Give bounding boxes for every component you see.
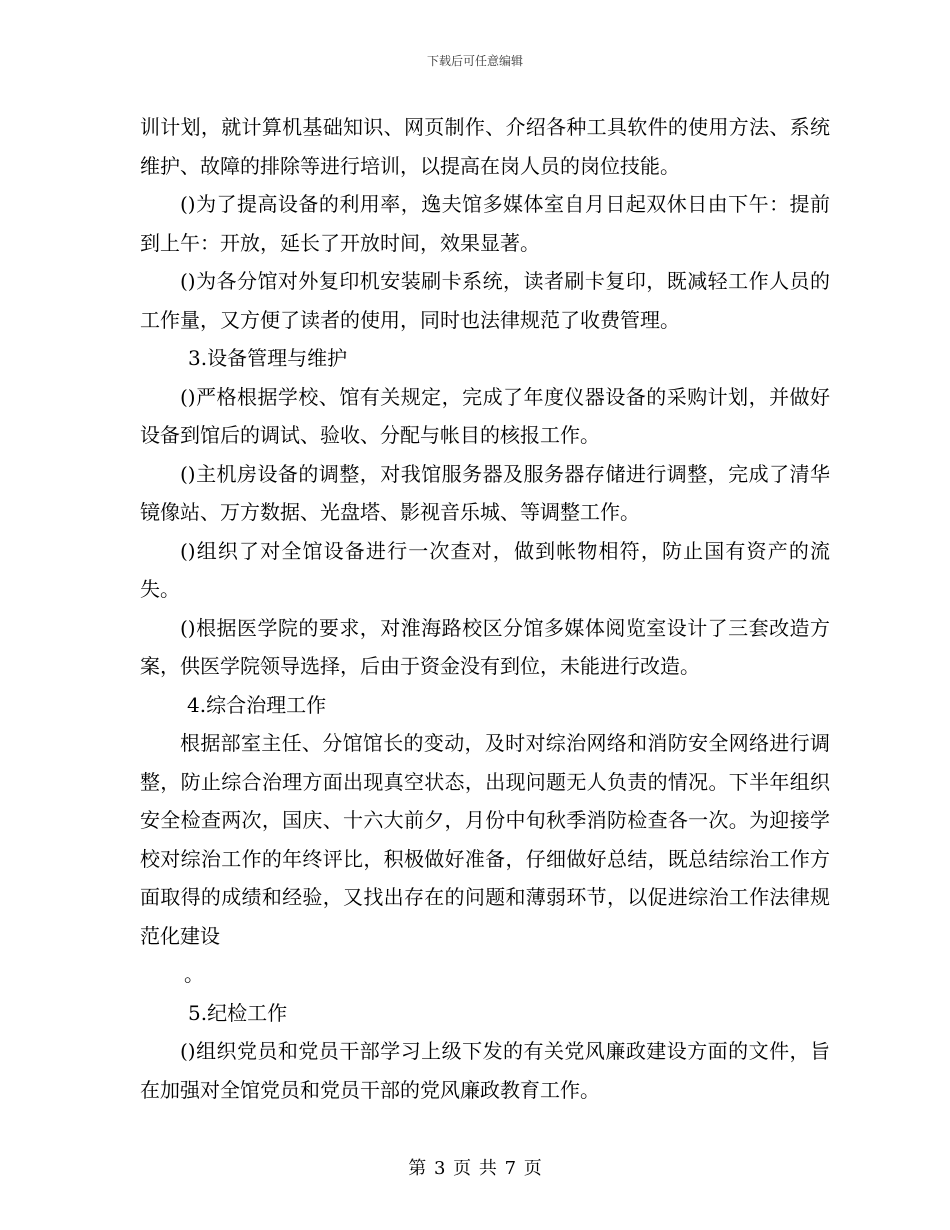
section-heading-governance: 4.综合治理工作	[187, 692, 327, 717]
paragraph-asset-check: ()组织了对全馆设备进行一次查对，做到帐物相符，防止国有资产的流失。	[140, 538, 830, 601]
paragraph-training-plan: 训计划，就计算机基础知识、网页制作、介绍各种工具软件的使用方法、系统维护、故障的排除等进行培训，以提高在岗人员的岗位技能。	[140, 115, 830, 178]
paragraph-renovation-plan: ()根据医学院的要求，对淮海路校区分馆多媒体阅览室设计了三套改造方案，供医学院领导选择，后由于资金没有到位，未能进行改造。	[140, 615, 830, 678]
paragraph-party-study: ()组织党员和党员干部学习上级下发的有关党风廉政建设方面的文件，旨在加强对全馆党员和党员干部的党风廉政教育工作。	[140, 1039, 830, 1102]
paragraph-card-copier: ()为各分馆对外复印机安装刷卡系统，读者刷卡复印，既减轻工作人员的工作量，又方便了读者的使用，同时也法律规范了收费管理。	[140, 269, 830, 332]
paragraph-safety: 根据部室主任、分馆馆长的变动，及时对综治网络和消防安全网络进行调整，防止综合治理方面出现真空状态，出现问题无人负责的情况。下半年组织安全检查两次，国庆、十六大前夕，月份中旬秋季消防检查各一次。为迎接学校对综治工作的年终评比，积极做好准备，仔细做好总结，既总结综治工作方面取得的成绩和经验，又找出存在的问题和薄弱环节，以促进综治工作法律规范化建设	[140, 731, 830, 948]
page-header-note: 下载后可任意编辑	[426, 54, 523, 68]
section-heading-discipline: 5.纪检工作	[188, 1000, 288, 1025]
paragraph-period-mark: 。	[184, 962, 204, 986]
page-number-footer: 第 3 页 共 7 页	[408, 1158, 542, 1179]
paragraph-multimedia-hours: ()为了提高设备的利用率，逸夫馆多媒体室自月日起双休日由下午：提前到上午：开放，延长了开放时间，效果显著。	[140, 192, 830, 255]
section-heading-equipment: 3.设备管理与维护	[188, 346, 348, 370]
paragraph-server-room: ()主机房设备的调整，对我馆服务器及服务器存储进行调整，完成了清华镜像站、万方数据、光盘塔、影视音乐城、等调整工作。	[140, 461, 830, 524]
paragraph-procurement: ()严格根据学校、馆有关规定，完成了年度仪器设备的采购计划，并做好设备到馆后的调试、验收、分配与帐目的核报工作。	[140, 384, 830, 447]
document-body	[140, 108, 830, 1109]
